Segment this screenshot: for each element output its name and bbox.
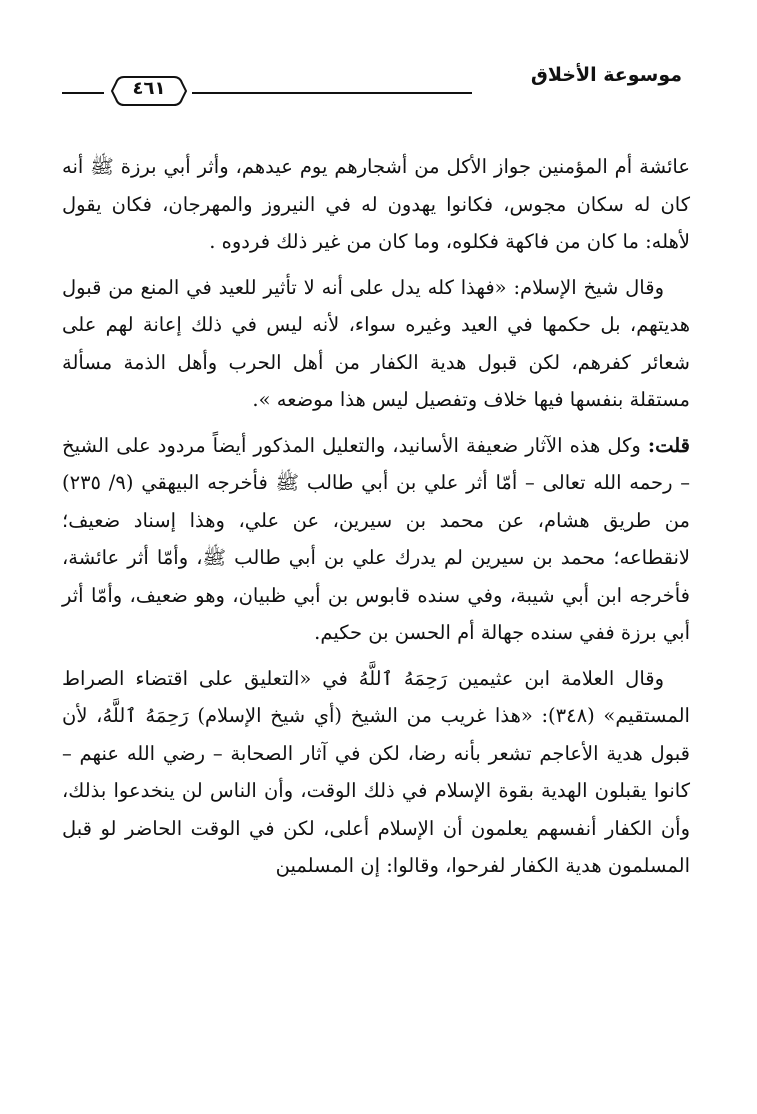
paragraph-1-text: عائشة أم المؤمنين جواز الأكل من أشجارهم يوم عيدهم، وأثر أبي برزة ﷺ أنه كان له سكان مجوس، فكانوا يهدون له في النيروز والمهرجان، فكان يقول لأهله: ما كان من فاكهة فكلوه، وما كان من غير ذلك فردوه . — [62, 155, 690, 253]
header-rule-left — [62, 92, 104, 94]
header-rule-right — [192, 92, 472, 94]
book-title: موسوعة الأخلاق — [530, 64, 682, 86]
paragraph-3-lead: قلت: — [647, 433, 690, 457]
paragraph-3 — [62, 427, 690, 652]
page-header — [62, 62, 682, 108]
page-body — [62, 148, 690, 885]
paragraph-4 — [62, 660, 690, 885]
paragraph-1 — [62, 148, 690, 261]
paragraph-3-text: وكل هذه الآثار ضعيفة الأسانيد، والتعليل المذكور أيضاً مردود على الشيخ – رحمه الله تعالى – أمّا أثر علي بن أبي طالب ﷺ فأخرجه البيهقي (٩/ ٢٣٥) من طريق هشام، عن محمد بن سيرين، عن علي، وهذا إسناد ضعيف؛ لانقطاعه؛ محمد بن سيرين لم يدرك علي بن أبي طالب ﷺ، وأمّا أثر عائشة، فأخرجه ابن أبي شيبة، وفي سنده قابوس بن أبي ظبيان، وهو ضعيف، وأمّا أثر أبي برزة ففي سنده جهالة أم الحسن بن حكيم. — [62, 433, 690, 644]
page-number: ٤٦١ — [132, 78, 166, 99]
paragraph-2-text: وقال شيخ الإسلام: «فهذا كله يدل على أنه لا تأثير للعيد في المنع من قبول هديتهم، بل حكمها في العيد وغيره سواء، لأنه ليس في ذلك إعانة لهم على شعائر كفرهم، لكن قبول هدية الكفار من أهل الحرب وأهل الذمة مسألة مستقلة بنفسها فيها خلاف وتفصيل ليس هذا موضعه ». — [62, 275, 690, 411]
paragraph-2 — [62, 269, 690, 419]
paragraph-4-text: وقال العلامة ابن عثيمين رَحِمَهُ ٱللَّهُ في «التعليق على اقتضاء الصراط المستقيم» (٣٤٨): «هذا غريب من الشيخ (أي شيخ الإسلام) رَحِمَهُ ٱللَّهُ، لأن قبول هدية الأعاجم تشعر بأنه رضا، لكن في آثار الصحابة – رضي الله عنهم – كانوا يقبلون الهدية بقوة الإسلام في ذلك الوقت، وأن الناس لن ينخدعوا بذلك، وأن الكفار أنفسهم يعلمون أن الإسلام أعلى، لكن في الوقت الحاضر لو قبل المسلمون هدية الكفار لفرحوا، وقالوا: إن المسلمين — [62, 666, 690, 877]
page-number-badge — [110, 74, 188, 108]
